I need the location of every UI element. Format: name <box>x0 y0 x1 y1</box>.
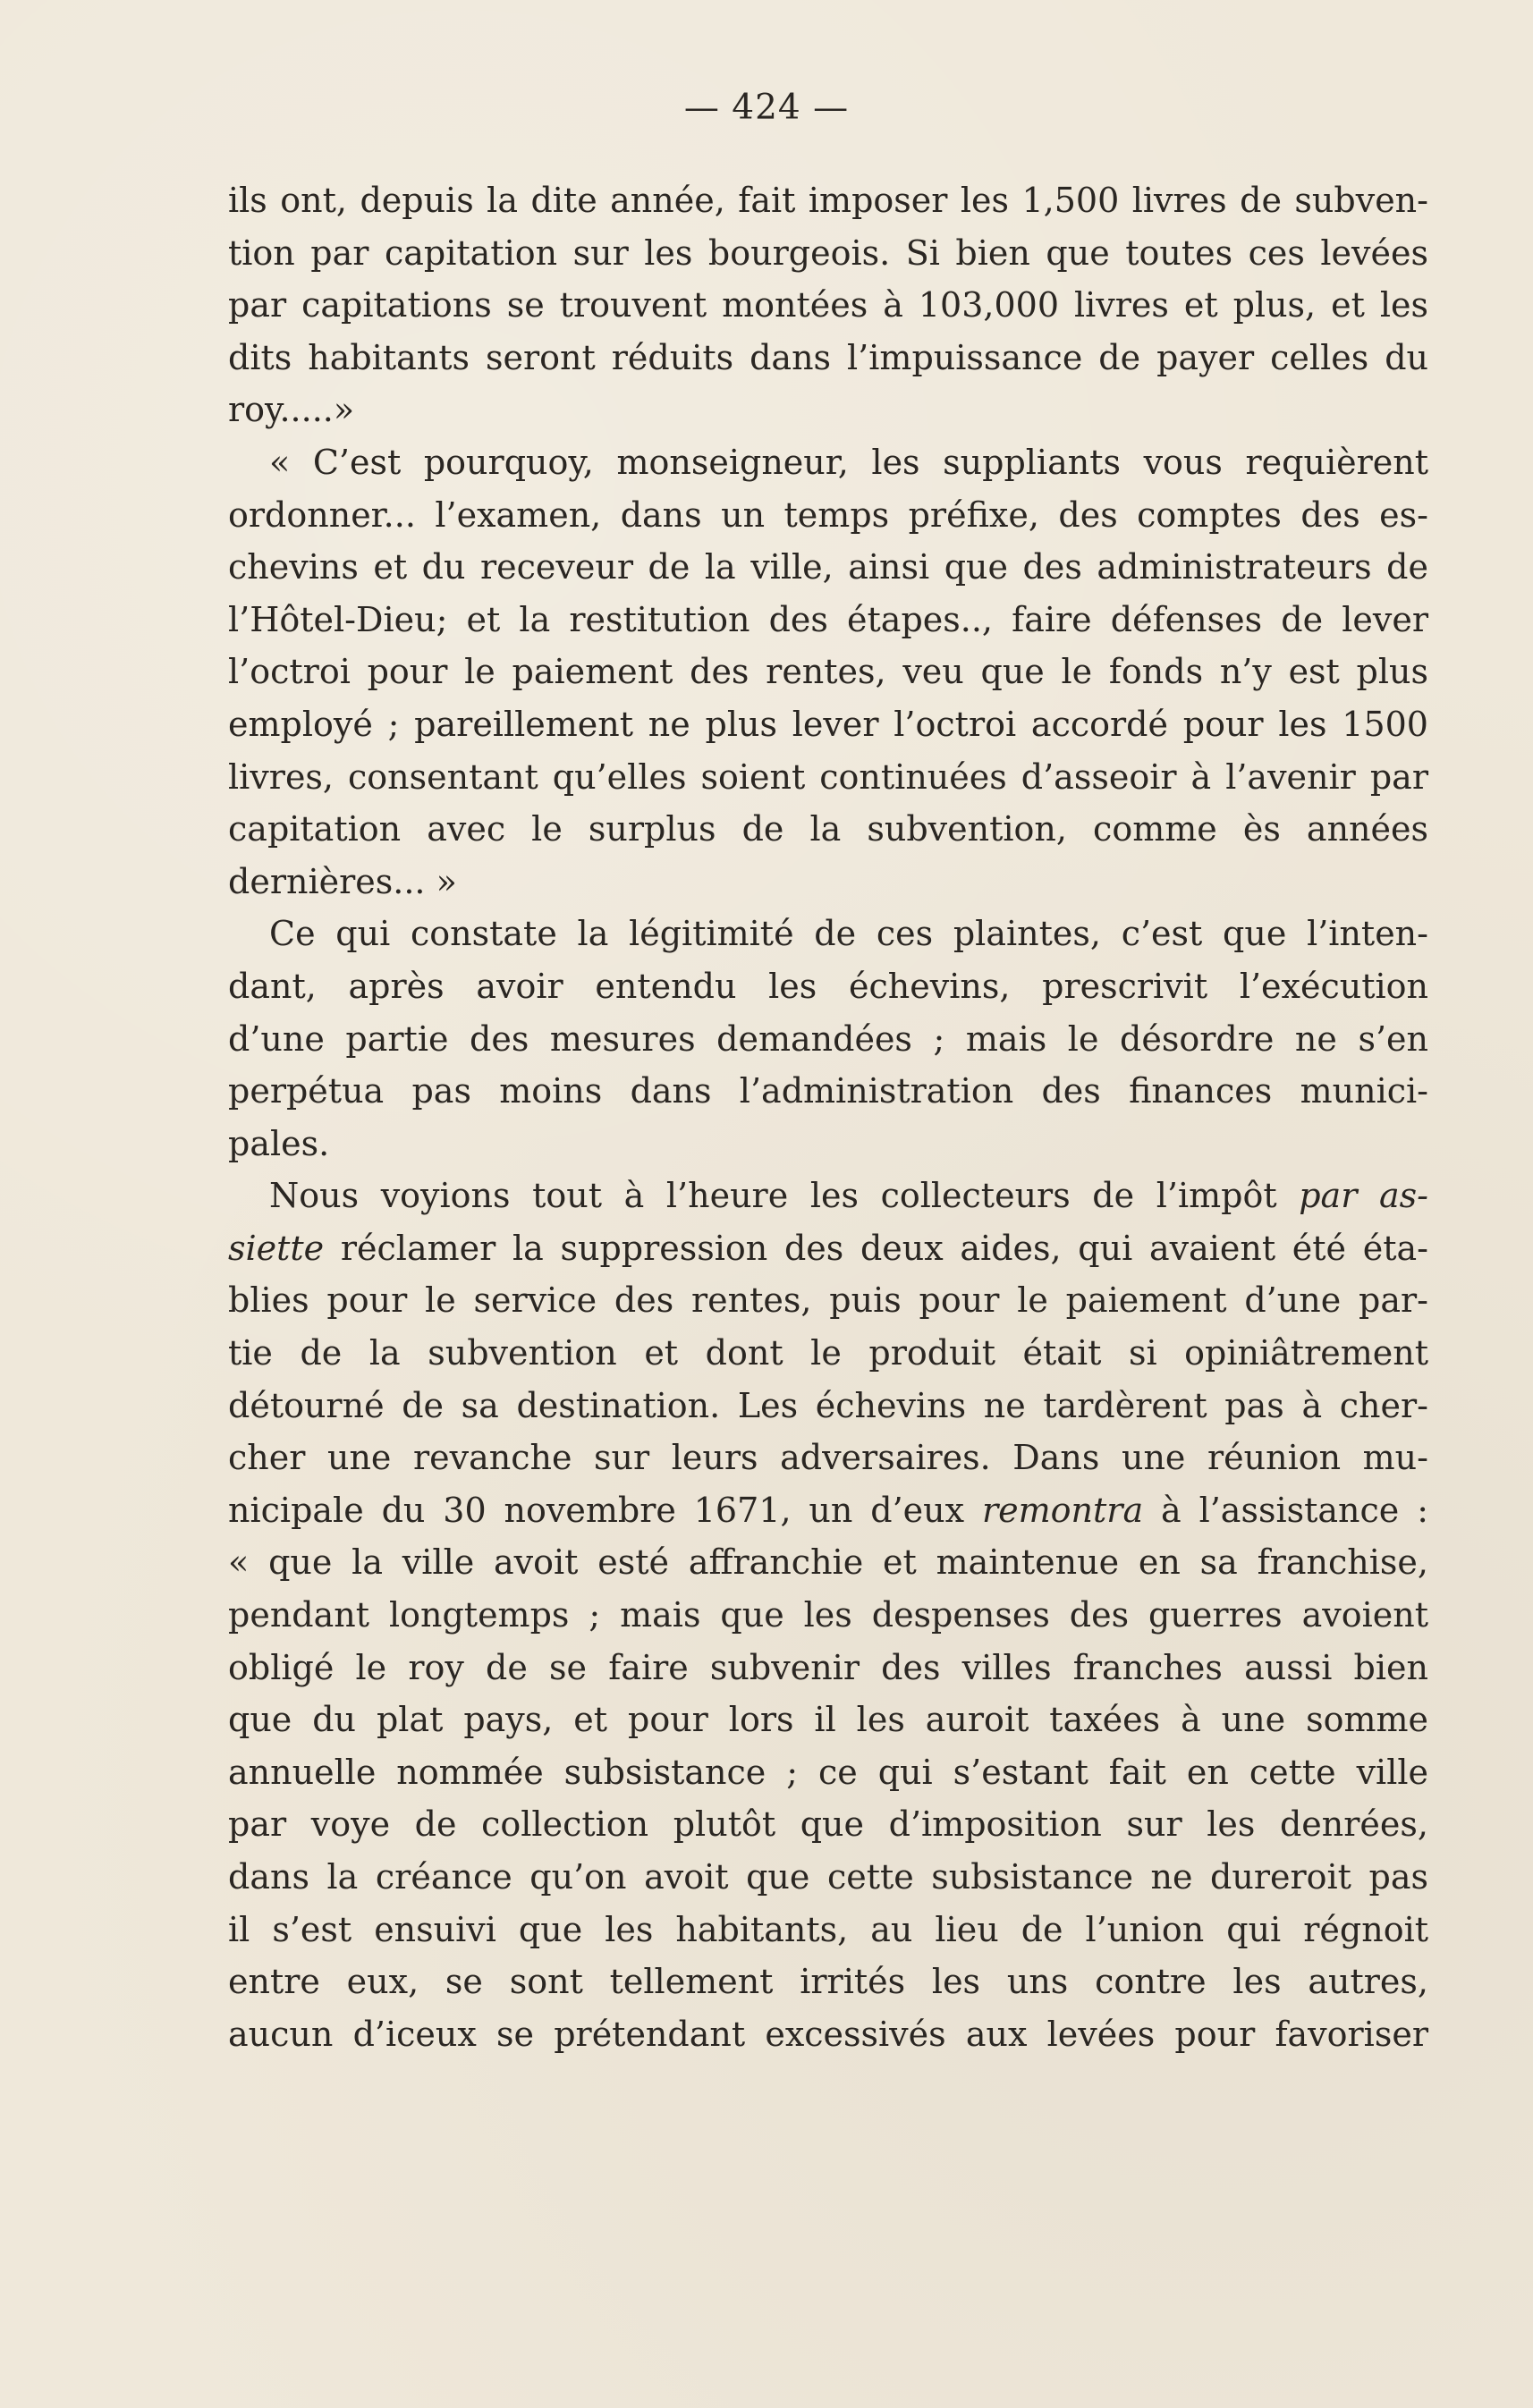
text-run: roy.....» <box>228 390 355 430</box>
text-run: capitation avec le surplus de la subvention, comme ès années <box>228 809 1428 849</box>
text-run: perpétua pas moins dans l’administration des finances munici- <box>228 1071 1428 1111</box>
text-run: Nous voyions tout à l’heure les collecteurs de l’impôt <box>269 1176 1300 1216</box>
text-run: aucun d’iceux se prétendant excessivés aux levées pour favoriser <box>228 2014 1428 2054</box>
text-line <box>228 698 1428 751</box>
text-run: pendant longtemps ; mais que les despenses des guerres avoient <box>228 1595 1428 1635</box>
text-line <box>228 1589 1428 1642</box>
text-run: dant, après avoir entendu les échevins, prescrivit l’exécution <box>228 966 1428 1006</box>
text-line <box>228 1432 1428 1484</box>
text-run: réclamer la suppression des deux aides, qui avaient été éta- <box>324 1228 1428 1268</box>
text-run: par capitations se trouvent montées à 103,000 livres et plus, et les <box>228 285 1428 325</box>
text-run: que du plat pays, et pour lors il les auroit taxées à une somme <box>228 1700 1428 1740</box>
text-line <box>228 803 1428 856</box>
text-line <box>228 2008 1428 2061</box>
text-run: pales. <box>228 1123 330 1163</box>
text-line <box>228 594 1428 646</box>
text-line <box>228 856 1428 908</box>
text-line <box>228 174 1428 227</box>
text-run: ordonner... l’examen, dans un temps préfixe, des comptes des es- <box>228 494 1428 535</box>
text-line <box>228 384 1428 436</box>
text-line <box>228 1118 1428 1170</box>
text-run: dernières... » <box>228 861 457 901</box>
text-line <box>228 1327 1428 1380</box>
italic-text-run: siette <box>228 1228 325 1268</box>
text-run: tie de la subvention et dont le produit était si opiniâtrement <box>228 1333 1428 1373</box>
text-line <box>228 1956 1428 2008</box>
text-line <box>228 1170 1428 1222</box>
text-line <box>228 1851 1428 1904</box>
text-line <box>228 1380 1428 1432</box>
text-run: dits habitants seront réduits dans l’impuissance de payer celles du <box>228 337 1428 377</box>
text-line <box>228 1746 1428 1799</box>
text-run: par voye de collection plutôt que d’imposition sur les denrées, <box>228 1804 1428 1845</box>
text-run: entre eux, se sont tellement irrités les uns contre les autres, <box>228 1962 1428 2002</box>
text-line <box>228 1065 1428 1118</box>
text-run: blies pour le service des rentes, puis pour le paiement d’une par- <box>228 1280 1428 1321</box>
text-line <box>228 1642 1428 1694</box>
text-line <box>228 908 1428 960</box>
text-line <box>228 960 1428 1013</box>
text-run: « C’est pourquoy, monseigneur, les suppliants vous requièrent <box>269 442 1428 482</box>
text-line <box>228 1904 1428 1956</box>
text-line <box>228 1222 1428 1275</box>
text-line <box>228 279 1428 332</box>
text-run: à l’assistance : <box>1143 1490 1428 1530</box>
body-text <box>228 174 1428 2060</box>
text-run: annuelle nommée subsistance ; ce qui s’estant fait en cette ville <box>228 1752 1428 1792</box>
text-line <box>228 1013 1428 1066</box>
text-line <box>228 1484 1428 1537</box>
text-run: cher une revanche sur leurs adversaires. Dans une réunion mu- <box>228 1438 1428 1478</box>
text-line <box>228 332 1428 384</box>
text-line <box>228 1694 1428 1746</box>
page-number: — 424 — <box>683 88 850 128</box>
text-run: tion par capitation sur les bourgeois. Si bien que toutes ces levées <box>228 232 1428 273</box>
text-line <box>228 1274 1428 1327</box>
text-run: obligé le roy de se faire subvenir des villes franches aussi bien <box>228 1647 1428 1687</box>
text-run: nicipale du 30 novembre 1671, un d’eux <box>228 1490 982 1530</box>
text-line <box>228 227 1428 280</box>
text-run: l’octroi pour le paiement des rentes, veu que le fonds n’y est plus <box>228 652 1428 692</box>
text-run: livres, consentant qu’elles soient continuées d’asseoir à l’avenir par <box>228 756 1428 797</box>
text-run: chevins et du receveur de la ville, ainsi que des administrateurs de <box>228 547 1428 587</box>
text-line <box>228 1536 1428 1589</box>
text-line <box>228 489 1428 542</box>
text-line <box>228 751 1428 804</box>
italic-text-run: par as- <box>1299 1176 1428 1216</box>
text-line <box>228 436 1428 489</box>
text-run: Ce qui constate la légitimité de ces plaintes, c’est que l’inten- <box>269 914 1428 954</box>
text-run: employé ; pareillement ne plus lever l’octroi accordé pour les 1500 <box>228 704 1428 744</box>
text-run: d’une partie des mesures demandées ; mais le désordre ne s’en <box>228 1018 1428 1059</box>
text-line <box>228 541 1428 594</box>
text-run: détourné de sa destination. Les échevins ne tardèrent pas à cher- <box>228 1385 1428 1425</box>
text-run: ils ont, depuis la dite année, fait imposer les 1,500 livres de subven- <box>228 181 1428 220</box>
text-run: dans la créance qu’on avoit que cette subsistance ne dureroit pas <box>228 1857 1428 1897</box>
text-line <box>228 1798 1428 1851</box>
text-run: « que la ville avoit esté affranchie et maintenue en sa franchise, <box>228 1542 1428 1583</box>
text-run: il s’est ensuivi que les habitants, au lieu de l’union qui régnoit <box>228 1909 1428 1949</box>
italic-text-run: remontra <box>981 1490 1144 1530</box>
text-line <box>228 646 1428 698</box>
text-run: l’Hôtel-Dieu; et la restitution des étapes.., faire défenses de lever <box>228 599 1428 639</box>
